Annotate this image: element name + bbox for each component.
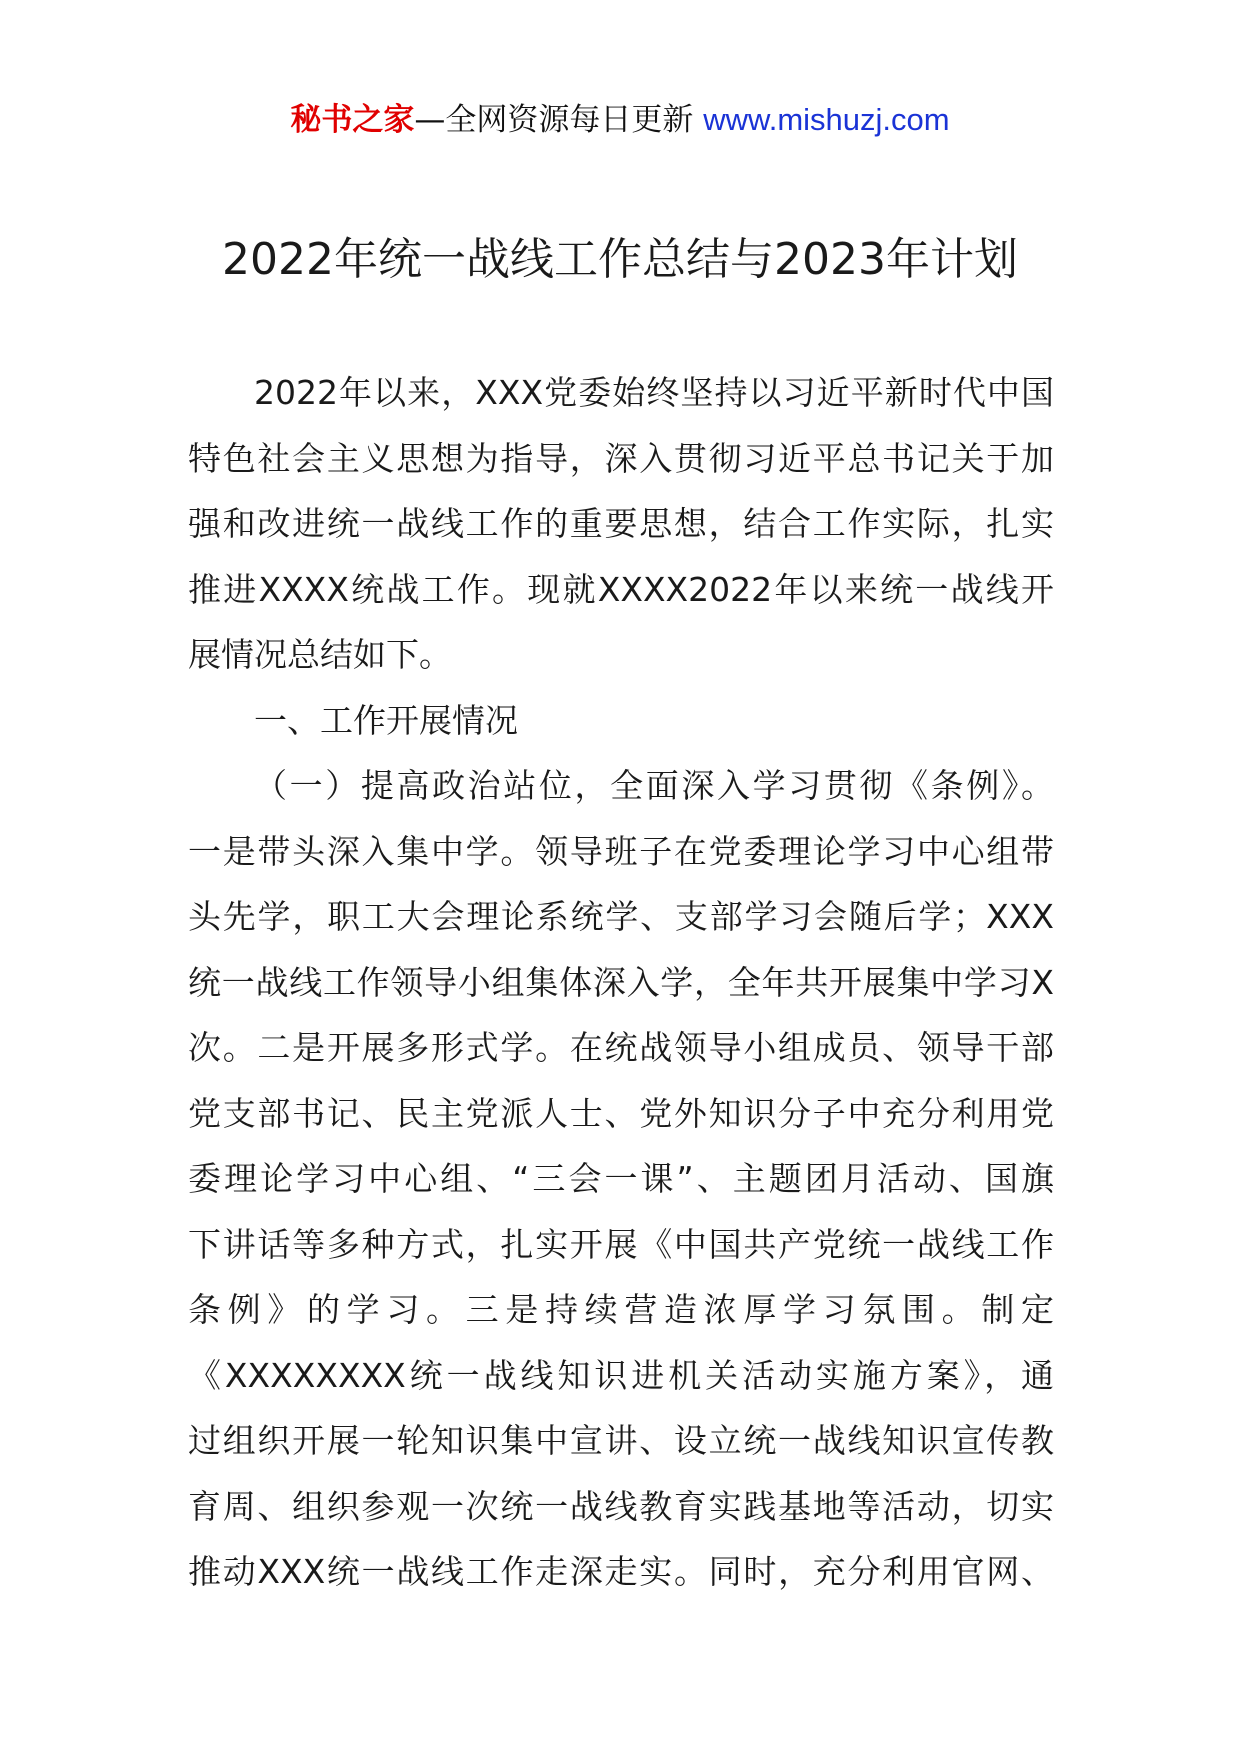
document-title: 2022年统一战线工作总结与2023年计划 (222, 234, 1018, 285)
body-line: 《XXXXXXXX统一战线知识进机关活动实施方案》，通 (188, 1355, 1054, 1395)
header-banner (0, 100, 1240, 140)
header-tagline: —全网资源每日更新 (414, 102, 694, 138)
section-heading: 一、工作开展情况 (254, 700, 518, 740)
body-line: 条例》的学习。三是持续营造浓厚学习氛围。制定 (188, 1290, 1054, 1329)
body-line: 强和改进统一战线工作的重要思想，结合工作实际，扎实 (188, 504, 1054, 543)
brand-name: 秘书之家 (290, 102, 415, 138)
body-line: 展情况总结如下。 (188, 635, 452, 674)
body-line: 委理论学习中心组、“三会一课”、主题团月活动、国旗 (188, 1159, 1054, 1198)
body-line: 党支部书记、民主党派人士、党外知识分子中充分利用党 (188, 1093, 1054, 1133)
body-line: 头先学，职工大会理论系统学、支部学习会随后学；XXX (188, 897, 1054, 936)
body-line: 过组织开展一轮知识集中宣讲、设立统一战线知识宣传教 (188, 1421, 1054, 1460)
body-line: 下讲话等多种方式，扎实开展《中国共产党统一战线工作 (188, 1224, 1054, 1264)
document-body (188, 360, 1054, 1605)
body-line: 2022年以来，XXX党委始终坚持以习近平新时代中国 (254, 373, 1054, 412)
body-line: 统一战线工作领导小组集体深入学，全年共开展集中学习X (188, 962, 1054, 1002)
body-line: 育周、组织参观一次统一战线教育实践基地等活动，切实 (188, 1486, 1054, 1526)
body-line: 次。二是开展多形式学。在统战领导小组成员、领导干部 (188, 1028, 1054, 1067)
body-line: 一是带头深入集中学。领导班子在党委理论学习中心组带 (188, 831, 1054, 871)
body-line: 推动XXX统一战线工作走深走实。同时，充分利用官网、 (188, 1552, 1054, 1591)
subsection-heading: （一）提高政治站位，全面深入学习贯彻《条例》。 (254, 766, 1054, 805)
body-line: 特色社会主义思想为指导，深入贯彻习近平总书记关于加 (188, 438, 1054, 478)
website-link[interactable]: www.mishuzj.com (703, 102, 950, 137)
body-line: 推进XXXX统战工作。现就XXXX2022年以来统一战线开 (188, 569, 1054, 609)
